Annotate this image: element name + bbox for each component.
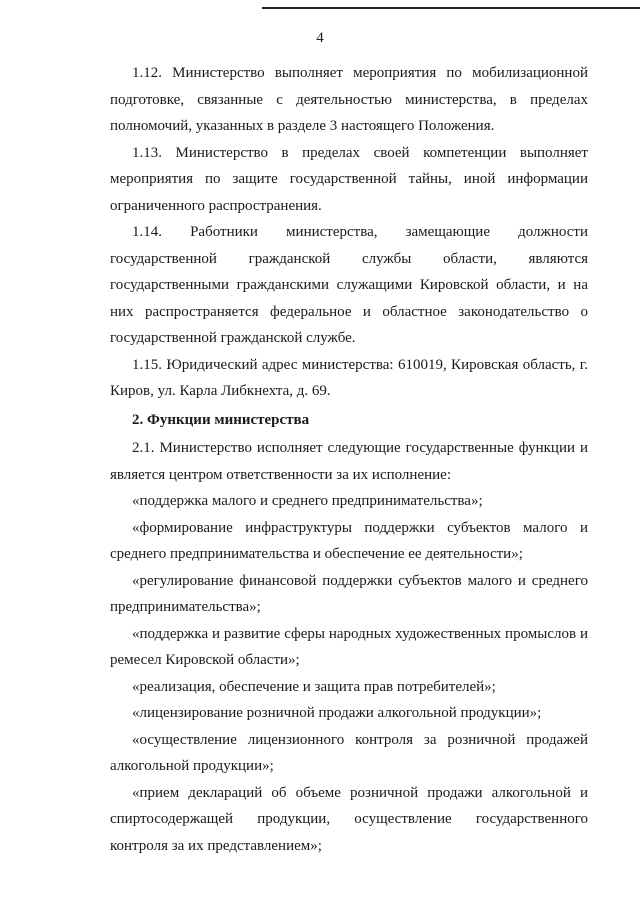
function-item-5: «реализация, обеспечение и защита прав потребителей»;	[132, 678, 496, 695]
top-rule-line	[262, 7, 640, 9]
paragraph-2-1: 2.1. Министерство исполняет следующие государственные функции и является центром ответственности за их исполнение:	[110, 440, 588, 483]
function-item-4: «поддержка и развитие сферы народных художественных промыслов и ремесел Кировской области»;	[110, 625, 588, 668]
function-item-1: «поддержка малого и среднего предпринимательства»;	[132, 493, 483, 509]
paragraph-1-15: 1.15. Юридический адрес министерства: 610019, Кировская область, г. Киров, ул. Карла Либкнехта, д. 69.	[110, 356, 588, 399]
function-item-6: «лицензирование розничной продажи алкогольной продукции»;	[132, 705, 542, 721]
function-item-7: «осуществление лицензионного контроля за розничной продажей алкогольной продукции»;	[110, 731, 588, 774]
section-2-heading: 2. Функции министерства	[132, 411, 310, 428]
paragraph-1-13: 1.13. Министерство в пределах своей компетенции выполняет мероприятия по защите государственной тайны, иной информации ограниченного распространения.	[110, 144, 588, 214]
function-item-3: «регулирование финансовой поддержки субъектов малого и среднего предпринимательства»;	[110, 572, 588, 615]
page-number: 4	[316, 30, 324, 46]
function-item-2: «формирование инфраструктуры поддержки субъектов малого и среднего предпринимательства и обеспечение ее деятельности»;	[110, 519, 588, 562]
document-body	[110, 60, 588, 859]
function-item-8: «прием деклараций об объеме розничной продажи алкогольной и спиртосодержащей продукции, осуществление государственного контроля за их представлением»;	[110, 784, 588, 854]
paragraph-1-12: 1.12. Министерство выполняет мероприятия по мобилизационной подготовке, связанные с деятельностью министерства, в пределах полномочий, указанных в разделе 3 настоящего Положения.	[110, 65, 588, 134]
paragraph-1-14: 1.14. Работники министерства, замещающие должности государственной гражданской службы области, являются государственными гражданскими служащими Кировской области, и на них распространяется федеральное и областное законодательство о государственной гражданской службе.	[110, 224, 588, 346]
